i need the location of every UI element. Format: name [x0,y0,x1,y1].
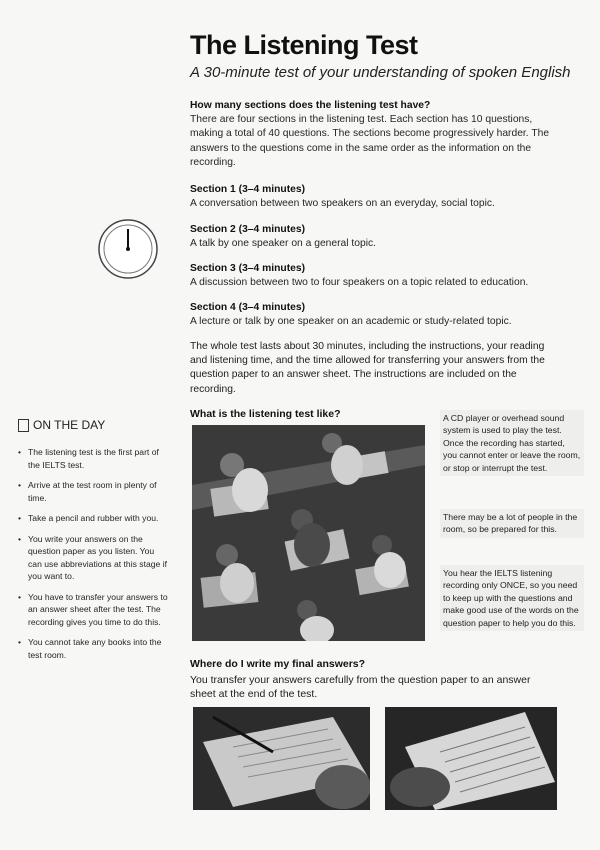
question-paper-photo [193,707,370,810]
section-heading: Section 1 (3–4 minutes) [190,184,306,195]
section-heading: Section 3 (3–4 minutes) [190,263,306,274]
intro-block [190,99,560,170]
like-heading: What is the listening test like? [190,408,341,420]
list-item: • Take a pencil and rubber with you. [18,512,170,525]
section-text: A discussion between two to four speakers on a topic related to education. [190,277,529,289]
list-item: • Arrive at the test room in plenty of time. [18,479,170,504]
note-sound-system: A CD player or overhead sound system is used to play the test. Once the recording has started, you cannot enter or leave the room, or stop or interrupt the test. [440,410,584,476]
list-item: • You have to transfer your answers to an answer sheet after the test. The recording gives you time to do this. [18,591,170,629]
sidebar-heading-label: ON THE DAY [33,418,106,432]
section-text: A lecture or talk by one speaker on an academic or study-related topic. [190,316,512,328]
page-subtitle: A 30-minute test of your understanding of spoken English [190,64,571,81]
on-the-day-sidebar [18,418,170,669]
section-3 [190,262,560,290]
section-heading: Section 4 (3–4 minutes) [190,302,306,313]
final-answers-text: You transfer your answers carefully from the question paper to an answer sheet at the end of the test. [190,674,531,701]
sidebar-list [18,446,170,661]
clock-icon [97,218,159,280]
list-item: • You write your answers on the question paper as you listen. You can use abbreviations at this stage if you want to. [18,533,170,583]
final-answers-heading: Where do I write my final answers? [190,658,366,670]
answer-sheet-photo [385,707,557,810]
section-text: A talk by one speaker on a general topic. [190,238,377,250]
intro-question: How many sections does the listening test have? [190,100,431,111]
page-title: The Listening Test [190,30,418,60]
section-heading: Section 2 (3–4 minutes) [190,224,306,235]
section-2 [190,223,560,251]
intro-answer: There are four sections in the listening test. Each section has 10 questions, making a total of 40 questions. The sections become progressively harder. The answers to the questions come in the same order as the information on the recording. [190,114,550,168]
list-item: • You cannot take any books into the test room. [18,636,170,661]
section-text: A conversation between two speakers on an everyday, social topic. [190,198,495,210]
section-4 [190,301,560,329]
exam-room-photo [192,425,425,641]
note-many-people: There may be a lot of people in the room, so be prepared for this. [440,509,584,538]
document-icon [18,419,29,432]
section-1 [190,183,560,211]
note-hear-once: You hear the IELTS listening recording only ONCE, so you need to keep up with the questions and make good use of the words on the question paper to help you do this. [440,565,584,631]
list-item: • The listening test is the first part of the IELTS test. [18,446,170,471]
sidebar-heading [18,418,170,432]
whole-test-paragraph: The whole test lasts about 30 minutes, including the instructions, your reading and listening time, and the time allowed for transferring your answers from the question paper to an answer sheet. The instructions are included on the recording. [190,341,545,395]
